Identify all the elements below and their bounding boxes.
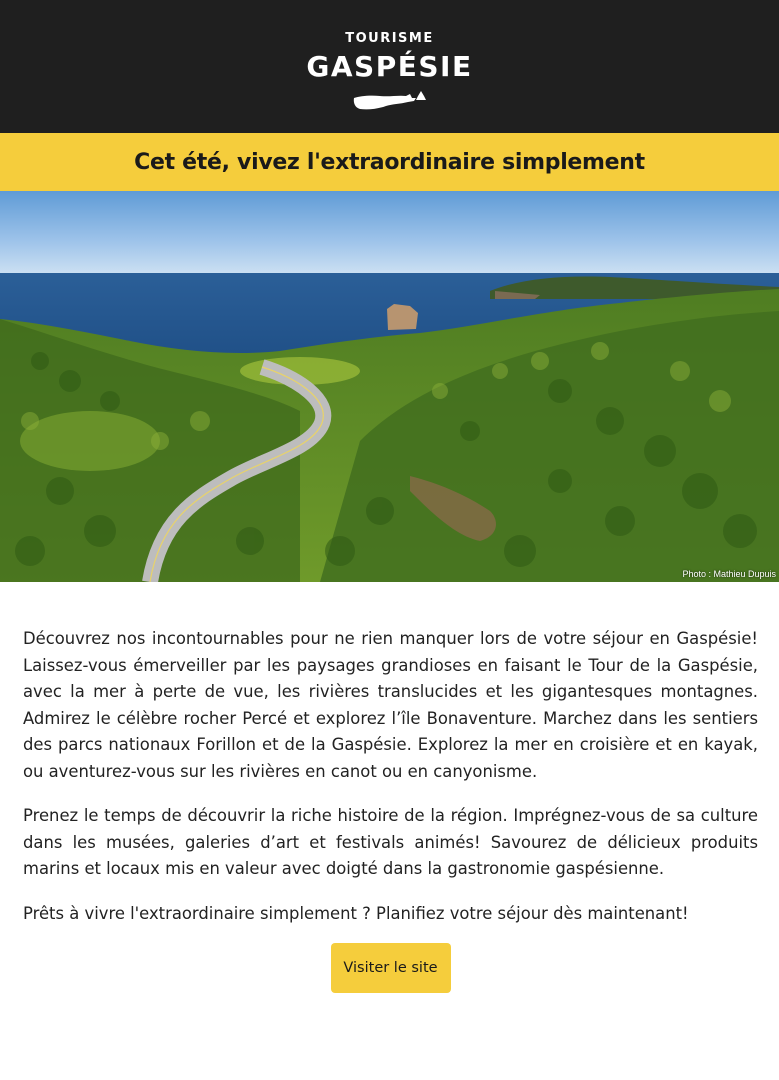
cta-container — [23, 943, 758, 993]
cta-paragraph: Prêts à vivre l'extraordinaire simplement ? Planifiez votre séjour dès maintenant! — [23, 903, 689, 923]
header — [0, 0, 779, 133]
photo-credit: Photo : Mathieu Dupuis — [682, 569, 776, 579]
logo-tourisme-text: TOURISME — [345, 31, 434, 46]
culture-paragraph: Prenez le temps de découvrir la riche histoire de la région. Imprégnez-vous de sa culture dans les musées, galeries d’art et festivals animés! Savourez de délicieux produits marins et locaux mis en valeur avec doigté dans la gastronomie gaspésienne. — [23, 806, 758, 878]
page-title: Cet été, vivez l'extraordinaire simplement — [134, 149, 645, 175]
title-banner — [0, 133, 779, 191]
landscape-photo — [0, 191, 779, 582]
intro-paragraph: Découvrez nos incontournables pour ne rien manquer lors de votre séjour en Gaspésie! Laissez-vous émerveiller par les paysages grandioses en faisant le Tour de la Gaspésie, avec la mer à perte de vue, les rivières translucides et les gigantesques montagnes. Admirez le célèbre rocher Percé et explorez l’île Bonaventure. Marchez dans les sentiers des parcs nationaux Forillon et de la Gaspésie. Explorez la mer en croisière et en kayak, ou aventurez-vous sur les rivières en canot ou en canyonisme. — [23, 629, 758, 781]
peninsula-logo-icon — [350, 90, 430, 112]
body-content — [0, 582, 779, 993]
visit-site-button[interactable]: Visiter le site — [331, 943, 451, 993]
brand-logo[interactable] — [0, 0, 779, 133]
logo-gaspesie-text: GASPÉSIE — [306, 50, 473, 83]
hero-image — [0, 191, 779, 582]
